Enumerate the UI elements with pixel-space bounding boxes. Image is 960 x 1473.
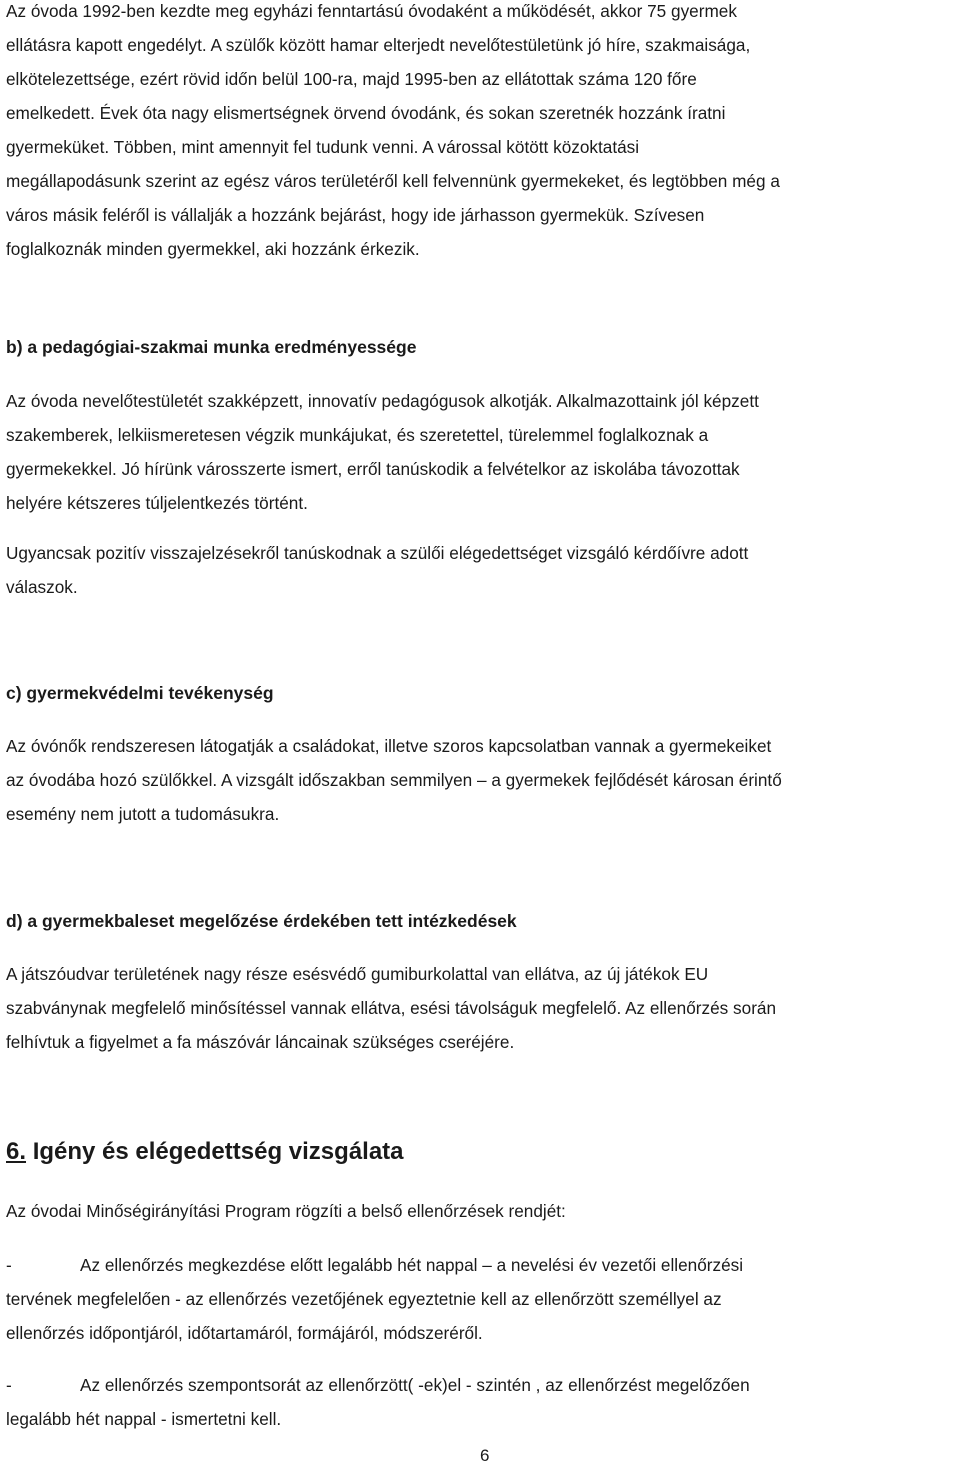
section-b-paragraph-2 [6, 536, 960, 604]
paragraph-line: gyermekekkel. Jó hírünk városszerte ismert, erről tanúskodik a felvételkor az iskolába távozottak [6, 459, 740, 479]
paragraph-line: felhívtuk a figyelmet a fa mászóvár láncainak szükséges cseréjére. [6, 1032, 515, 1052]
intro-paragraph [6, 0, 960, 266]
paragraph-line: Az óvodai Minőségirányítási Program rögzíti a belső ellenőrzések rendjét: [6, 1201, 566, 1221]
section-d-paragraph [6, 957, 960, 1059]
intro-line: megállapodásunk szerint az egész város területéről kell felvennünk gyermekeket, és legtöbben még a [6, 171, 780, 191]
paragraph-line: A játszóudvar területének nagy része esésvédő gumiburkolattal van ellátva, az új játékok EU [6, 964, 709, 984]
intro-line: emelkedett. Évek óta nagy elismertségnek örvend óvodánk, és sokan szeretnék hozzánk íratni [6, 103, 726, 123]
bullet-text: Az ellenőrzés megkezdése előtt legalább hét nappal – a nevelési év vezetői ellenőrzési [80, 1255, 744, 1275]
paragraph-line: esemény nem jutott a tudomásukra. [6, 804, 280, 824]
bullet-dash: - [6, 1255, 12, 1275]
intro-line: gyermeküket. Többen, mint amennyit fel tudunk venni. A várossal kötött közoktatási [6, 137, 640, 157]
paragraph-line: tervének megfelelően - az ellenőrzés vezetőjének egyeztetnie kell az ellenőrzött személlyel az [6, 1289, 722, 1309]
section-b-paragraph-1 [6, 384, 960, 520]
paragraph-line: Ugyancsak pozitív visszajelzésekről tanúskodnak a szülői elégedettséget vizsgáló kérdőívre adott [6, 543, 749, 563]
paragraph-line: Az óvoda nevelőtestületét szakképzett, innovatív pedagógusok alkotják. Alkalmazottaink jól képzett [6, 391, 759, 411]
section-6-title: Igény és elégedettség vizsgálata [32, 1138, 404, 1165]
intro-line: elkötelezettsége, ezért rövid időn belül 100-ra, majd 1995-ben az ellátottak száma 120 főre [6, 69, 697, 89]
bullet-first-line [6, 1248, 960, 1282]
bullet-first-line [6, 1368, 960, 1402]
section-c-heading: c) gyermekvédelmi tevékenység [6, 683, 274, 703]
bullet-item [6, 1248, 960, 1350]
intro-line: ellátásra kapott engedélyt. A szülők között hamar elterjedt nevelőtestületünk jó híre, szakmaisága, [6, 35, 751, 55]
intro-line: Az óvoda 1992-ben kezdte meg egyházi fenntartású óvodaként a működését, akkor 75 gyermek [6, 1, 737, 21]
intro-line: város másik feléről is vállalják a hozzánk bejárást, hogy ide járhasson gyermekük. Szívesen [6, 205, 705, 225]
section-d-heading: d) a gyermekbaleset megelőzése érdekében tett intézkedések [6, 911, 517, 931]
intro-line: foglalkoznák minden gyermekkel, aki hozzánk érkezik. [6, 239, 420, 259]
section-6-number: 6. [6, 1138, 27, 1165]
paragraph-line: legalább hét nappal - ismertetni kell. [6, 1409, 282, 1429]
paragraph-line: helyére kétszeres túljelentkezés történt. [6, 493, 308, 513]
section-c-paragraph [6, 729, 960, 831]
paragraph-line: szakemberek, lelkiismeretesen végzik munkájukat, és szeretettel, türelemmel foglalkoznak a [6, 425, 709, 445]
paragraph-line: Az óvónők rendszeresen látogatják a családokat, illetve szoros kapcsolatban vannak a gyermekeiket [6, 736, 772, 756]
section-b-heading: b) a pedagógiai-szakmai munka eredményessége [6, 337, 417, 357]
paragraph-line: szabványnak megfelelő minősítéssel vannak ellátva, esési távolságuk megfelelő. Az ellenőrzés során [6, 998, 777, 1018]
paragraph-line: válaszok. [6, 577, 78, 597]
page-number: 6 [480, 1446, 490, 1465]
bullet-item [6, 1368, 960, 1436]
paragraph-line: az óvodába hozó szülőkkel. A vizsgált időszakban semmilyen – a gyermekek fejlődését károsan érintő [6, 770, 782, 790]
section-6-intro [6, 1194, 960, 1228]
paragraph-line: ellenőrzés időpontjáról, időtartamáról, formájáról, módszeréről. [6, 1323, 483, 1343]
bullet-dash: - [6, 1375, 12, 1395]
bullet-text: Az ellenőrzés szempontsorát az ellenőrzött( -ek)el - szintén , az ellenőrzést megelőzően [80, 1375, 750, 1395]
section-6-heading [6, 1135, 404, 1169]
